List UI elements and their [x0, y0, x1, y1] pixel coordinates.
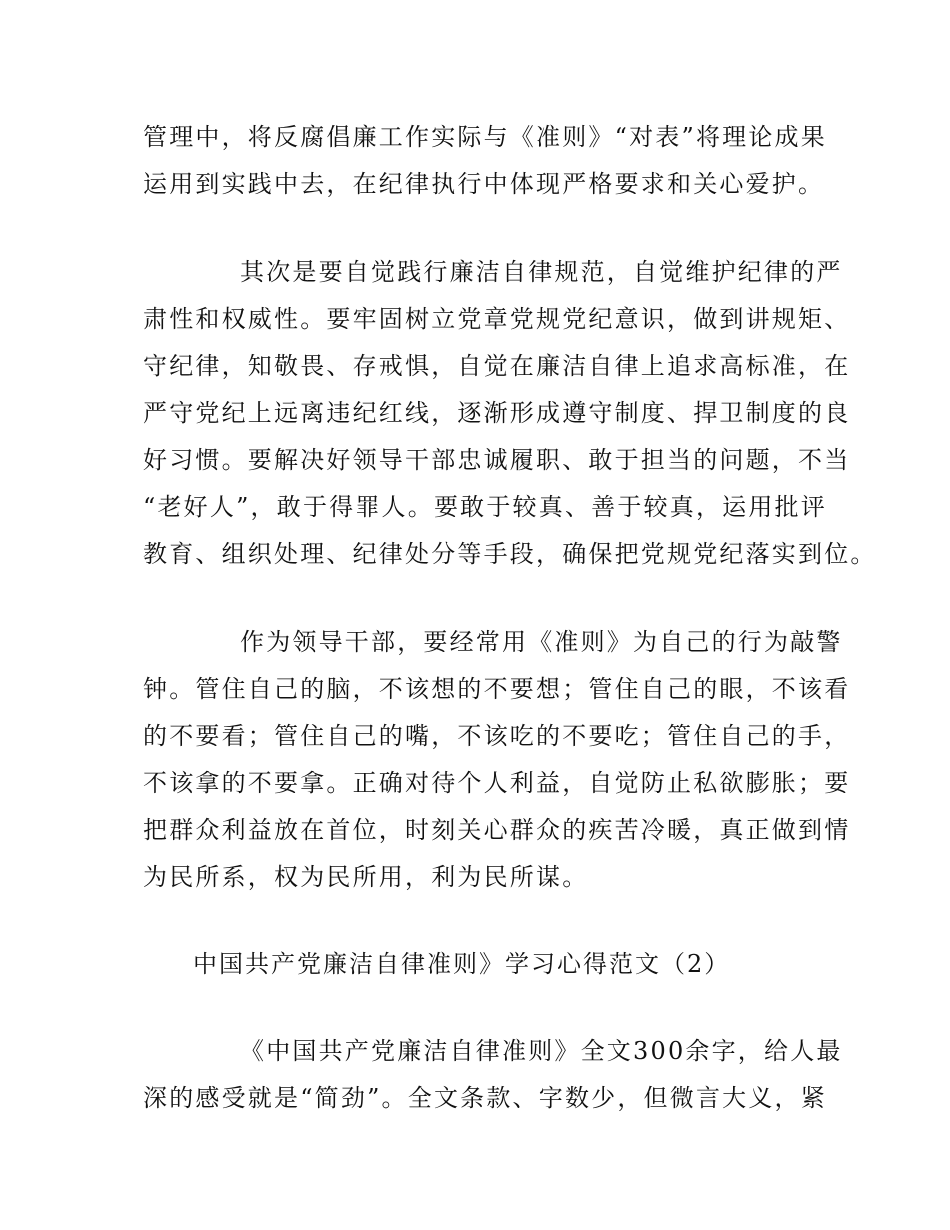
paragraph-4-line-2: 深的感受就是“简劲”。全文条款、字数少，但微言大义，紧	[143, 1084, 827, 1112]
section-heading: 中国共产党廉洁自律准则》学习心得范文（2）	[193, 950, 731, 978]
paragraph-3-line-4: 不该拿的不要拿。正确对待个人利益，自觉防止私欲膨胀；要	[143, 769, 851, 797]
paragraph-3-line-1: 作为领导干部，要经常用《准则》为自己的行为敲警	[240, 628, 843, 656]
paragraph-3-line-3: 的不要看；管住自己的嘴，不该吃的不要吃；管住自己的手，	[143, 722, 851, 750]
paragraph-3-line-5: 把群众利益放在首位，时刻关心群众的疾苦冷暖，真正做到情	[143, 816, 851, 844]
paragraph-3-line-2: 钟。管住自己的脑，不该想的不要想；管住自己的眼，不该看	[143, 675, 851, 703]
paragraph-2-line-5: 好习惯。要解决好领导干部忠诚履职、敢于担当的问题，不当	[143, 446, 851, 474]
paragraph-3-line-6: 为民所系，权为民所用，利为民所谋。	[143, 863, 589, 891]
paragraph-2-line-7: 教育、组织处理、纪律处分等手段，确保把党规党纪落实到位。	[143, 540, 877, 568]
paragraph-2-line-4: 严守党纪上远离违纪红线，逐渐形成遵守制度、捍卫制度的良	[143, 399, 851, 427]
paragraph-2-line-6: “老好人”，敢于得罪人。要敢于较真、善于较真，运用批评	[143, 493, 827, 521]
paragraph-2-line-2: 肃性和权威性。要牢固树立党章党规党纪意识，做到讲规矩、	[143, 305, 851, 333]
paragraph-4-line-1: 《中国共产党廉洁自律准则》全文300余字，给人最	[240, 1037, 843, 1065]
paragraph-1-line-1: 管理中，将反腐倡廉工作实际与《准则》“对表”将理论成果	[143, 123, 827, 151]
paragraph-2-line-1: 其次是要自觉践行廉洁自律规范，自觉维护纪律的严	[240, 258, 843, 286]
paragraph-1-line-2: 运用到实践中去，在纪律执行中体现严格要求和关心爱护。	[143, 170, 825, 198]
paragraph-2-line-3: 守纪律，知敬畏、存戒惧，自觉在廉洁自律上追求高标准，在	[143, 352, 851, 380]
